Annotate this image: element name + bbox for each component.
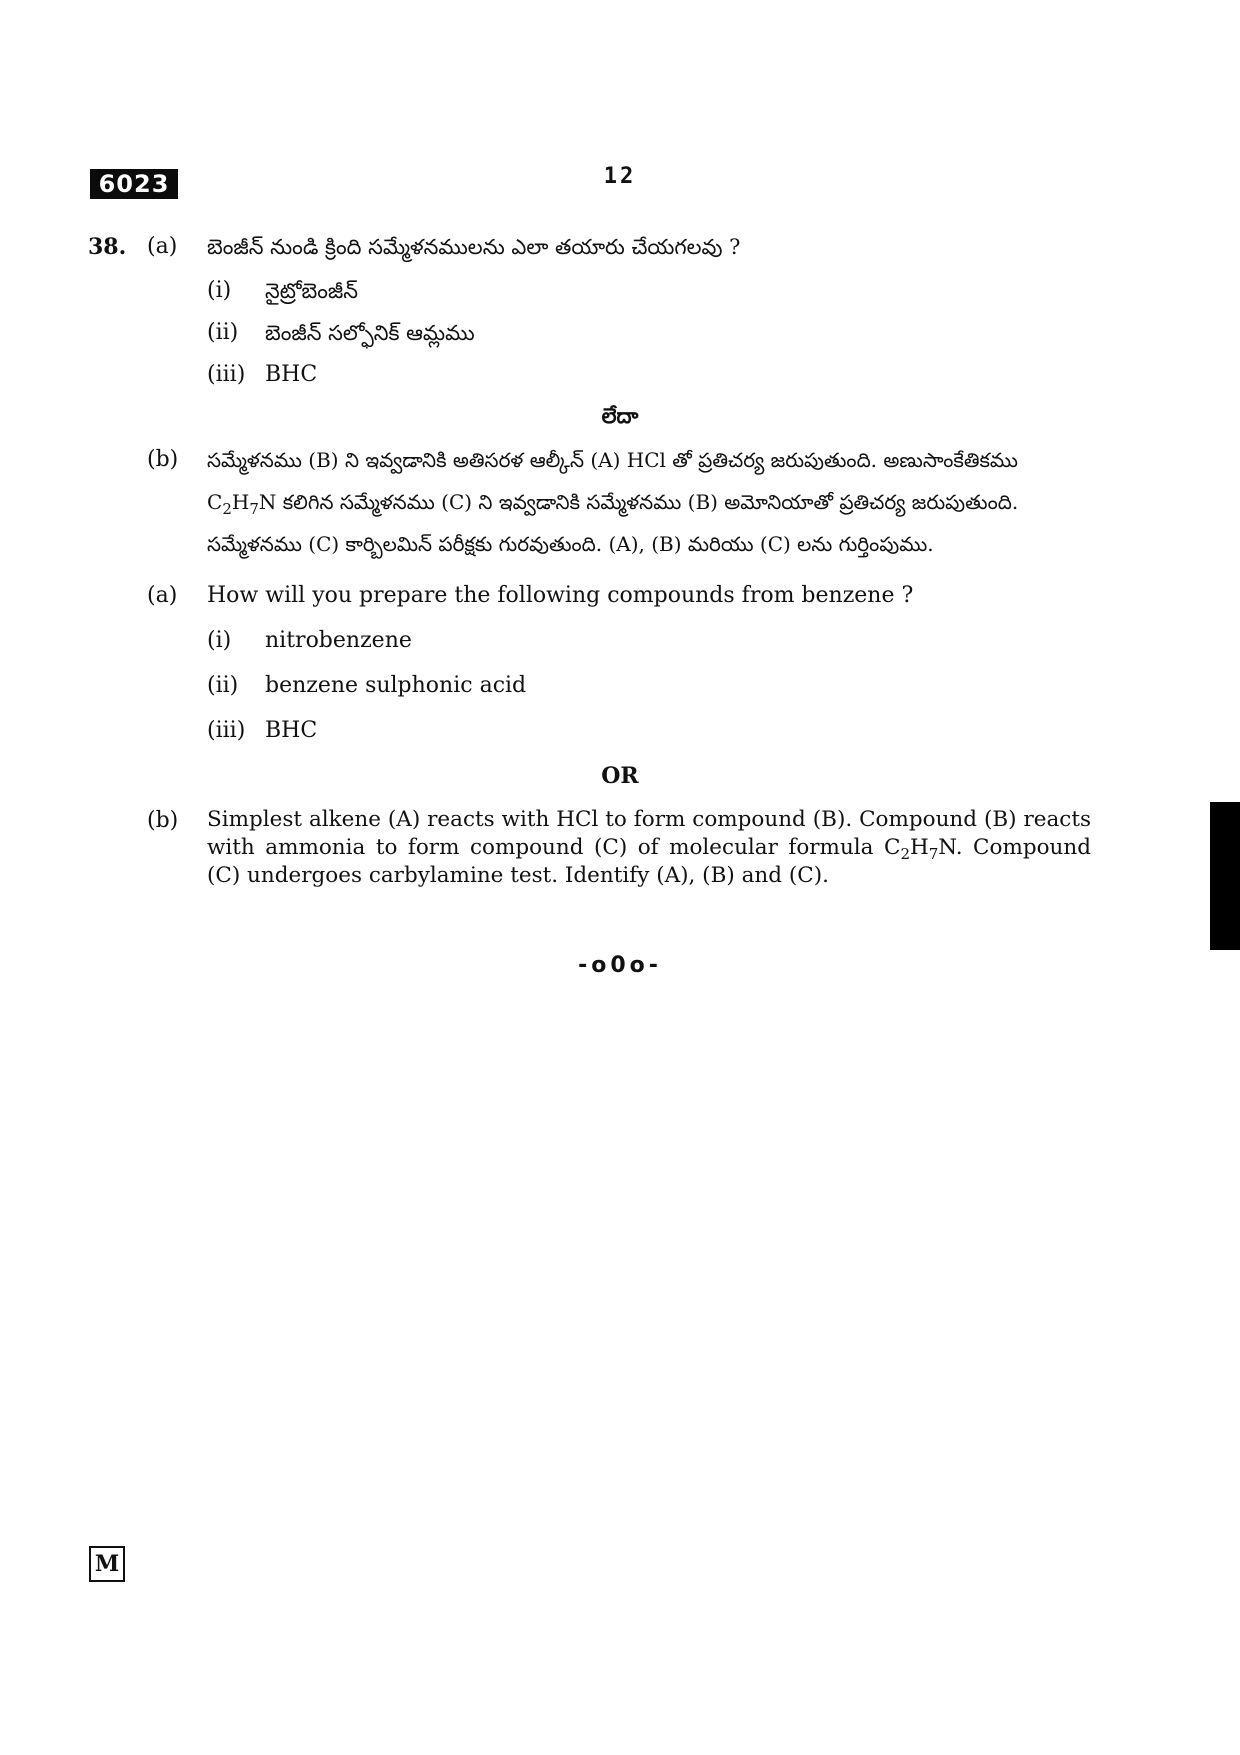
telugu-part-b-line (207, 481, 1091, 523)
telugu-line-text: కలిగిన సమ్మేళనము (C) ని ఇవ్వడానికి సమ్మేళనము (B) అమోనియాతో ప్రతిచర్య జరుపుతుంది. (276, 490, 1019, 514)
page-number: 12 (603, 164, 637, 189)
formula-subscript: 2 (222, 500, 232, 518)
telugu-item-text: నైట్రోబెంజీన్ (265, 279, 359, 303)
formula-part: H (231, 490, 250, 514)
end-of-paper-mark: -o0o- (578, 953, 662, 978)
telugu-item-num: (iii) (207, 362, 246, 387)
telugu-part-b-label: (b) (147, 447, 179, 472)
telugu-part-a-label: (a) (147, 234, 178, 259)
english-item-num: (i) (207, 628, 232, 653)
formula-part: N (258, 490, 277, 514)
formula-subscript: 7 (928, 845, 939, 863)
telugu-part-b-text (207, 439, 1091, 565)
english-part-a-label: (a) (147, 583, 178, 608)
medium-mark-box: M (89, 1546, 125, 1582)
formula-subscript: 7 (249, 500, 259, 518)
english-part-b-label: (b) (147, 808, 179, 833)
english-item-num: (ii) (207, 673, 239, 698)
formula-subscript: 2 (900, 845, 910, 863)
english-item-num: (iii) (207, 718, 246, 743)
page-edge-tab (1210, 802, 1240, 950)
telugu-item-num: (i) (207, 278, 232, 303)
english-part-b-text (207, 806, 1091, 890)
english-item-text: nitrobenzene (265, 628, 412, 653)
telugu-part-b-line: సమ్మేళనము (B) ని ఇవ్వడానికి అతిసరళ ఆల్కీన్ (A) HCl తో ప్రతిచర్య జరుపుతుంది. అణుసాంకేతికము (207, 448, 1018, 472)
paper-code-badge: 6023 (90, 169, 178, 199)
english-part-a-text: How will you prepare the following compounds from benzene ? (207, 583, 914, 608)
question-number: 38. (88, 234, 127, 260)
formula-part: H (909, 835, 929, 860)
english-item-text: benzene sulphonic acid (265, 673, 527, 698)
telugu-item-text: BHC (265, 362, 318, 387)
english-part-b-sentence: Compound (C) undergoes carbylamine test. Identify (A), (B) and (C). (207, 835, 1091, 888)
english-part-b-sentence: Simplest alkene (A) reacts with HCl to form compound (B). Compound (B) reacts with ammonia to form compound (C) of molecular formula C (207, 807, 1091, 860)
telugu-item-num: (ii) (207, 320, 239, 345)
telugu-item-text: బెంజీన్ సల్ఫోనిక్ ఆమ్లము (265, 321, 475, 345)
formula-part: N. (938, 835, 963, 860)
english-or-divider: OR (601, 763, 639, 789)
telugu-part-b-line: సమ్మేళనము (C) కార్బిలమిన్ పరీక్షకు గురవుతుంది. (A), (B) మరియు (C) లను గుర్తింపుము. (207, 532, 934, 556)
telugu-or-divider: లేదా (601, 403, 639, 428)
telugu-part-a-text: బెంజీన్ నుండి క్రింది సమ్మేళనములను ఎలా తయారు చేయగలవు ? (207, 235, 741, 259)
formula-part: C (207, 490, 223, 514)
english-item-text: BHC (265, 718, 318, 743)
